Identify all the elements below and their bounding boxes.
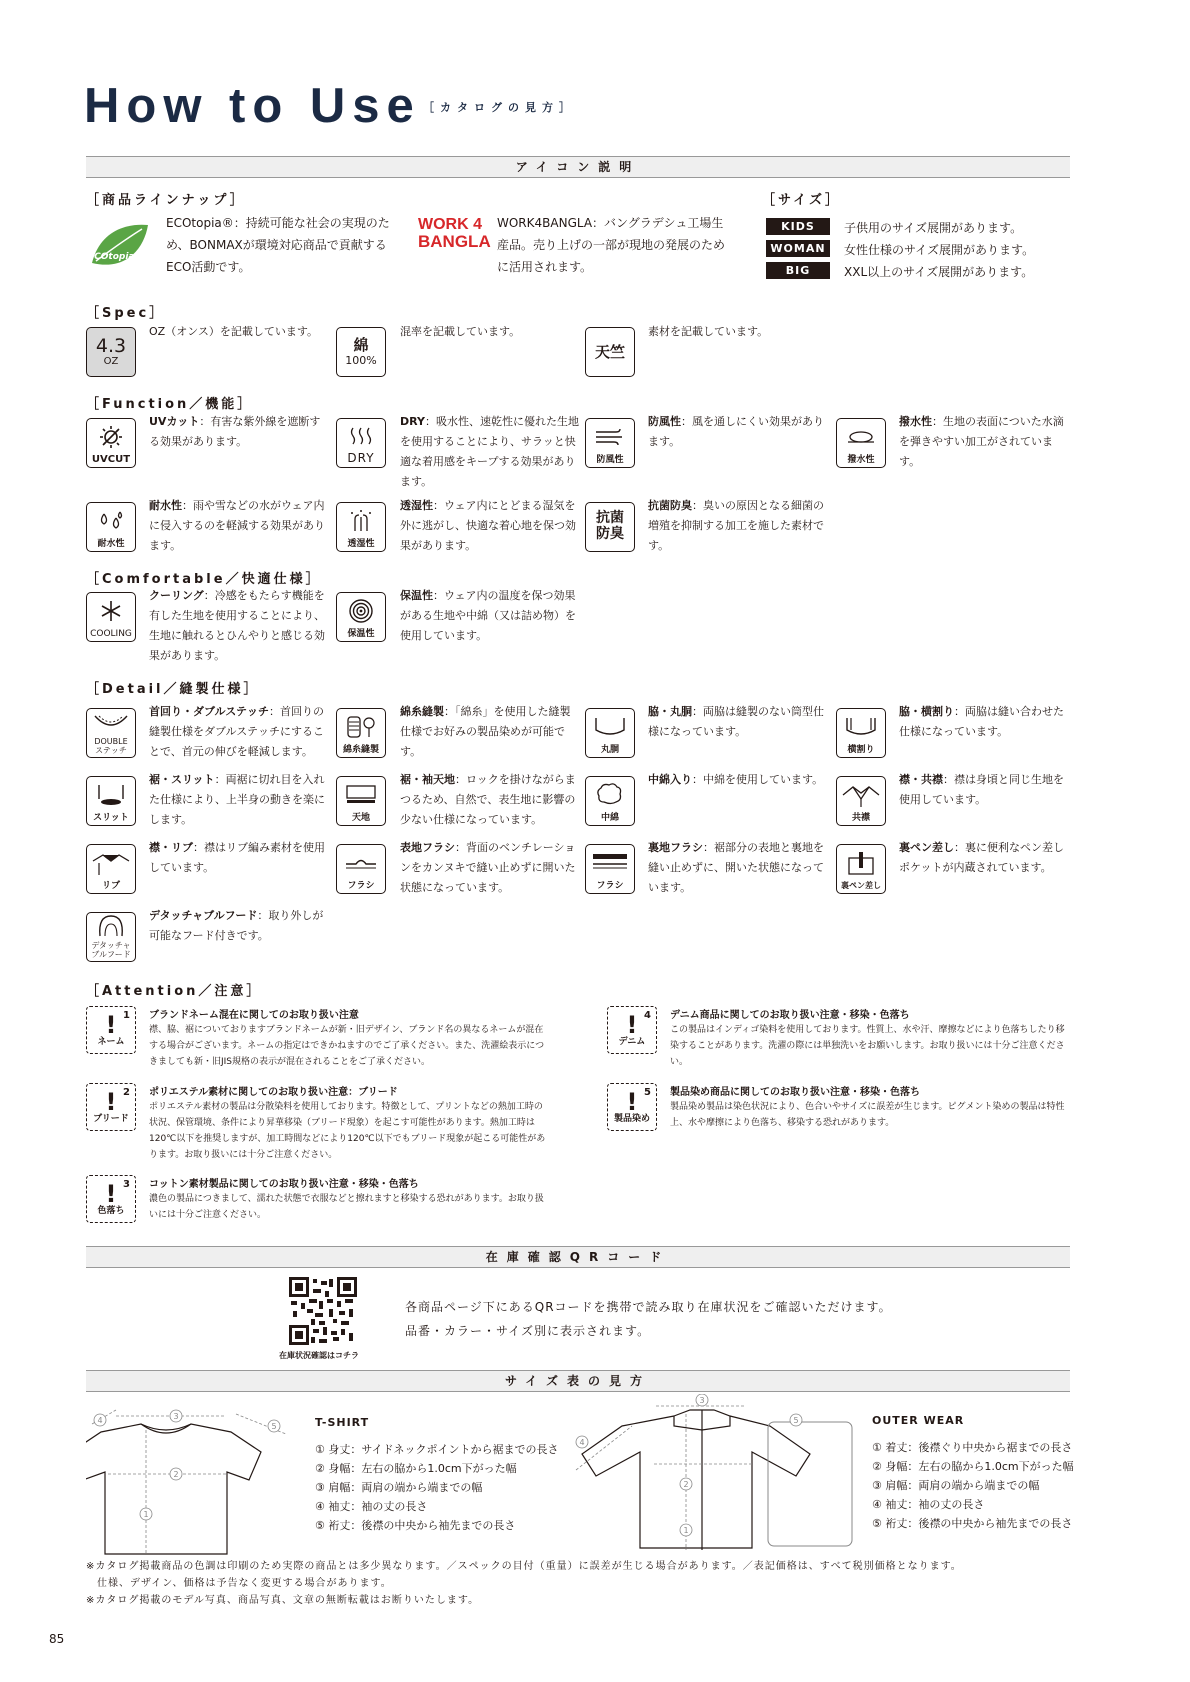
double-stitch-desc: 首回り・ダブルステッチ：首回りの縫製仕様をダブルステッチにすることで、首元の伸びを軽減します。 bbox=[149, 705, 325, 758]
exclamation-icon: ! bbox=[105, 1088, 117, 1116]
page-subtitle: ［カタログの見方］ bbox=[423, 101, 576, 114]
cotton-thread-title: 綿糸縫製 bbox=[400, 705, 444, 718]
collar-same-fabric-label: 共襟 bbox=[851, 813, 870, 823]
side-seam-label: 横割り bbox=[847, 745, 875, 755]
attention-heading: ［Attention／注意］ bbox=[86, 984, 263, 999]
tag-big-text: XXL以上のサイズ展開があります。 bbox=[844, 265, 1034, 279]
attention-5-icon bbox=[607, 1083, 657, 1131]
lineup-heading: ［商品ラインナップ］ bbox=[86, 193, 246, 208]
qr-code[interactable] bbox=[289, 1277, 357, 1345]
cotton-thread-label: 綿糸縫製 bbox=[342, 745, 379, 755]
attention-2-label: ブリード bbox=[93, 1114, 129, 1124]
tag-woman: WOMAN bbox=[766, 240, 830, 257]
svg-text:5: 5 bbox=[271, 1422, 277, 1431]
exclamation-icon: ! bbox=[626, 1088, 638, 1116]
lining-flap-label: フラシ bbox=[596, 881, 624, 891]
collar-same-fabric-title: 襟・共襟 bbox=[899, 773, 943, 786]
attention-1-title: ブランドネーム混在に関してのお取り扱い注意 bbox=[149, 1010, 359, 1021]
spec-oz-value: 4.3 bbox=[95, 334, 127, 357]
detail-heading: ［Detail／縫製仕様］ bbox=[86, 682, 260, 697]
attention-1-label: ネーム bbox=[97, 1037, 125, 1047]
rib-collar-icon bbox=[86, 844, 136, 894]
waterproof-title: 耐水性 bbox=[149, 499, 182, 512]
ecotopia-logo-text: ECOtopia bbox=[88, 252, 135, 262]
heat-retention-title: 保温性 bbox=[400, 589, 433, 602]
water-repellent-text: 生地の表面についた水滴を弾きやすい加工がされています。 bbox=[899, 415, 1064, 468]
breathable-text: ウェア内にとどまる湿気を外に逃がし、快適な着心地を保つ効果があります。 bbox=[400, 499, 576, 552]
footnote-1: ※カタログ掲載商品の色調は印刷のため実際の商品とは多少異なります。／スペックの目付（重量）に誤差が生じる場合があります。／表記価格は、すべて税別価格となります。 bbox=[86, 1561, 962, 1572]
attention-3-title: コットン素材製品に関してのお取り扱い注意・移染・色落ち bbox=[149, 1179, 419, 1190]
detachable-hood-text: 取り外しが可能なフード付きです。 bbox=[149, 909, 324, 942]
qr-line1: 各商品ページ下にあるQRコードを携帯で読み取り在庫状況をご確認いただけます。 bbox=[405, 1300, 892, 1314]
exclamation-icon: ! bbox=[105, 1011, 117, 1039]
pen-pocket-label: 裏ペン差し bbox=[841, 881, 881, 890]
padding-icon bbox=[585, 776, 635, 826]
tshirt-measure-4: ④ 袖丈：袖の丈の長さ bbox=[315, 1500, 428, 1513]
tshirt-diagram bbox=[86, 1404, 316, 1559]
ecotopia-logo bbox=[86, 219, 152, 275]
cooling-desc: クーリング：冷感をもたらす機能を有した生地を使用することにより、生地に触れるとひんやりと感じる効果があります。 bbox=[149, 589, 325, 662]
tshirt-measure-1: ① 身丈：サイドネックポイントから裾までの長さ bbox=[315, 1443, 559, 1456]
breathable-icon bbox=[336, 502, 386, 552]
detachable-hood-title: デタッチャブルフード bbox=[149, 909, 258, 922]
water-repellent-icon bbox=[836, 418, 886, 468]
tshirt-measure-3: ③ 肩幅：両肩の端から端までの幅 bbox=[315, 1481, 483, 1494]
attention-3-label: 色落ち bbox=[97, 1206, 125, 1216]
attention-4-icon bbox=[607, 1006, 657, 1054]
side-seam-title: 脇・横割り bbox=[899, 705, 954, 718]
qr-section-bar: 在庫確認QRコード bbox=[86, 1246, 1070, 1268]
attention-2-icon bbox=[86, 1083, 136, 1131]
hem-slit-icon bbox=[86, 776, 136, 826]
svg-text:2: 2 bbox=[683, 1480, 689, 1489]
side-seam-text: 両脇は縫い合わせた仕様になっています。 bbox=[899, 705, 1064, 738]
work4bangla-logo-line2: BANGLA bbox=[418, 232, 491, 251]
rib-collar-desc: 襟・リブ：襟はリブ編み素材を使用しています。 bbox=[149, 841, 325, 874]
side-seam-icon bbox=[836, 708, 886, 758]
spec-oz-unit: OZ bbox=[103, 355, 119, 367]
tag-kids-text: 子供用のサイズ展開があります。 bbox=[844, 221, 1023, 235]
outer-flap-label: フラシ bbox=[347, 881, 375, 891]
lining-flap-desc: 裏地フラシ：裾部分の表地と裏地を縫い止めずに、開いた状態になっています。 bbox=[648, 841, 824, 894]
outerwear-diagram bbox=[556, 1394, 862, 1554]
svg-text:4: 4 bbox=[97, 1416, 103, 1425]
heat-retention-text: ウェア内の温度を保つ効果がある生地や中綿（又は詰め物）を使用しています。 bbox=[400, 589, 576, 642]
footnote-2: 仕様、デザイン、価格は予告なく変更する場合があります。 bbox=[97, 1578, 392, 1589]
antibacterial-label: 抗菌防臭 bbox=[596, 510, 624, 542]
windproof-icon bbox=[585, 418, 635, 468]
outerwear-measure-2: ② 身幅：左右の脇から1.0cm下がった幅 bbox=[872, 1460, 1074, 1473]
pen-pocket-text: 裏に便利なペン差しポケットが内蔵されています。 bbox=[899, 841, 1064, 874]
lining-flap-text: 裾部分の表地と裏地を縫い止めずに、開いた状態になっています。 bbox=[648, 841, 824, 894]
collar-same-fabric-icon bbox=[836, 776, 886, 826]
comfortable-heading: ［Comfortable／快適仕様］ bbox=[86, 572, 322, 587]
hem-cuff-title: 裾・袖天地 bbox=[400, 773, 455, 786]
spec-material-label: 天竺 bbox=[594, 342, 625, 361]
attention-5-label: 製品染め bbox=[613, 1114, 650, 1124]
spec-oz-icon bbox=[86, 327, 136, 377]
spec-material-text: 素材を記載しています。 bbox=[648, 325, 769, 338]
cotton-thread-desc: 綿糸縫製：「綿糸」を使用した縫製仕様でお好みの製品染めが可能です。 bbox=[400, 705, 571, 758]
hem-cuff-icon bbox=[336, 776, 386, 826]
windproof-label: 防風性 bbox=[596, 455, 624, 465]
padding-label: 中綿 bbox=[600, 813, 619, 823]
rib-collar-label: リブ bbox=[101, 881, 120, 891]
outer-flap-title: 表地フラシ bbox=[400, 841, 455, 854]
attention-1-text: 襟、脇、裾についておりますブランドネームが新・旧デザイン、ブランド名の異なるネームが混在する場合がございます。ネームの指定はできかねますのでご了承ください。また、洗濯絵表示につきましても新・旧JIS規格の表示が混在されることをご了承ください。 bbox=[149, 1025, 545, 1067]
cotton-thread-text: 「綿糸」を使用した縫製仕様でお好みの製品染めが可能です。 bbox=[400, 705, 571, 758]
hem-cuff-label: 天地 bbox=[351, 813, 370, 823]
svg-text:1: 1 bbox=[683, 1526, 689, 1535]
attention-5-title: 製品染め商品に関してのお取り扱い注意・移染・色落ち bbox=[670, 1087, 920, 1098]
detachable-hood-label: デタッチャブルフード bbox=[91, 941, 131, 959]
outer-flap-text: 背面のベンチレーションをカンヌキで縫い止めずに開いた状態になっています。 bbox=[400, 841, 576, 894]
outerwear-measure-3: ③ 肩幅：両肩の端から端までの幅 bbox=[872, 1479, 1040, 1492]
dry-icon bbox=[336, 418, 386, 468]
svg-text:4: 4 bbox=[579, 1438, 585, 1447]
outer-flap-desc: 表地フラシ：背面のベンチレーションをカンヌキで縫い止めずに開いた状態になっています。 bbox=[400, 841, 576, 894]
attention-3-icon bbox=[86, 1175, 136, 1223]
rib-collar-text: 襟はリブ編み素材を使用しています。 bbox=[149, 841, 325, 874]
work4bangla-logo-line1: WORK 4 bbox=[418, 216, 482, 233]
tshirt-measure-5: ⑤ 裄丈：後襟の中央から袖先までの長さ bbox=[315, 1519, 516, 1532]
rib-collar-title: 襟・リブ bbox=[149, 841, 193, 854]
pen-pocket-icon bbox=[836, 844, 886, 894]
padding-title: 中綿入り bbox=[648, 773, 692, 786]
tubular-body-desc: 脇・丸胴：両脇は縫製のない筒型仕様になっています。 bbox=[648, 705, 824, 738]
svg-text:3: 3 bbox=[699, 1396, 705, 1405]
lining-flap-icon bbox=[585, 844, 635, 894]
padding-desc: 中綿入り：中綿を使用しています。 bbox=[648, 773, 824, 786]
size-table-bar: サイズ表の見方 bbox=[86, 1370, 1070, 1392]
outerwear-measure-1: ① 着丈：後襟ぐり中央から裾までの長さ bbox=[872, 1441, 1073, 1454]
svg-text:2: 2 bbox=[173, 1470, 179, 1479]
outerwear-title: OUTER WEAR bbox=[872, 1414, 965, 1427]
attention-3-text: 濃色の製品につきまして、濡れた状態で衣服などと擦れますと移染する恐れがあります。お取り扱いには十分ご注意ください。 bbox=[149, 1194, 544, 1220]
outerwear-measure-4: ④ 袖丈：袖の丈の長さ bbox=[872, 1498, 985, 1511]
attention-5-text: 製品染め製品は染色状況により、色合いやサイズに誤差が生じます。ピグメント染めの製品は特性上、水や摩擦により色落ち、移染する恐れがあります。 bbox=[670, 1102, 1065, 1128]
attention-5-number: 5 bbox=[644, 1087, 651, 1098]
cooling-icon bbox=[86, 592, 136, 642]
tubular-body-label: 丸胴 bbox=[600, 745, 619, 755]
windproof-text: 風を通しにくい効果があります。 bbox=[648, 415, 824, 448]
attention-2-number: 2 bbox=[123, 1087, 130, 1098]
cooling-label: COOLING bbox=[90, 629, 132, 639]
function-heading: ［Function／機能］ bbox=[86, 397, 254, 412]
tshirt-title: T-SHIRT bbox=[315, 1416, 370, 1429]
waterproof-icon bbox=[86, 502, 136, 552]
hem-slit-title: 裾・スリット bbox=[149, 773, 215, 786]
uvcut-text: 有害な紫外線を遮断する効果があります。 bbox=[149, 415, 321, 448]
work4bangla-logo bbox=[418, 216, 491, 250]
attention-2-title: ポリエステル素材に関してのお取り扱い注意：ブリード bbox=[149, 1087, 398, 1098]
padding-text: 中綿を使用しています。 bbox=[703, 773, 824, 786]
exclamation-icon: ! bbox=[626, 1011, 638, 1039]
tubular-body-icon bbox=[585, 708, 635, 758]
double-stitch-text: 首回りの縫製仕様をダブルステッチにすることで、首元の伸びを軽減します。 bbox=[149, 705, 325, 758]
uvcut-title: UVカット bbox=[149, 415, 200, 428]
water-repellent-desc: 撥水性：生地の表面についた水滴を弾きやすい加工がされています。 bbox=[899, 415, 1064, 468]
attention-4-title: デニム商品に関してのお取り扱い注意・移染・色落ち bbox=[670, 1010, 910, 1021]
collar-same-fabric-desc: 襟・共襟：襟は身頃と同じ生地を使用しています。 bbox=[899, 773, 1064, 806]
dry-text: 吸水性、速乾性に優れた生地を使用することにより、サラッと快適な着用感をキープする効果があります。 bbox=[400, 415, 579, 488]
tag-woman-text: 女性仕様のサイズ展開があります。 bbox=[844, 243, 1035, 257]
breathable-label: 透湿性 bbox=[347, 539, 375, 549]
outerwear-measure-5: ⑤ 裄丈：後襟の中央から袖先までの長さ bbox=[872, 1517, 1073, 1530]
svg-text:5: 5 bbox=[793, 1416, 799, 1425]
breathable-desc: 透湿性：ウェア内にとどまる湿気を外に逃がし、快適な着心地を保つ効果があります。 bbox=[400, 499, 576, 552]
hem-cuff-desc: 裾・袖天地：ロックを掛けながらまつるため、自然で、表生地に影響の少ない仕様になっています。 bbox=[400, 773, 576, 826]
hem-slit-label: スリット bbox=[93, 813, 129, 823]
hem-cuff-text: ロックを掛けながらまつるため、自然で、表生地に影響の少ない仕様になっています。 bbox=[400, 773, 576, 826]
heat-retention-desc: 保温性：ウェア内の温度を保つ効果がある生地や中綿（又は詰め物）を使用しています。 bbox=[400, 589, 576, 642]
side-seam-desc: 脇・横割り：両脇は縫い合わせた仕様になっています。 bbox=[899, 705, 1064, 738]
waterproof-label: 耐水性 bbox=[97, 539, 125, 549]
tubular-body-text: 両脇は縫製のない筒型仕様になっています。 bbox=[648, 705, 824, 738]
windproof-title: 防風性 bbox=[648, 415, 681, 428]
breathable-title: 透湿性 bbox=[400, 499, 433, 512]
work4bangla-text: WORK4BANGLA：バングラデシュ工場生産品。売り上げの一部が現地の発展のために活用されます。 bbox=[497, 216, 726, 274]
spec-blend-text: 混率を記載しています。 bbox=[400, 325, 521, 338]
heat-retention-label: 保温性 bbox=[347, 629, 375, 639]
pen-pocket-desc: 裏ペン差し：裏に便利なペン差しポケットが内蔵されています。 bbox=[899, 841, 1064, 874]
collar-same-fabric-text: 襟は身頃と同じ生地を使用しています。 bbox=[899, 773, 1064, 806]
detachable-hood-desc: デタッチャブルフード：取り外しが可能なフード付きです。 bbox=[149, 909, 324, 942]
hem-slit-desc: 裾・スリット：両裾に切れ目を入れた仕様により、上半身の動きを楽にします。 bbox=[149, 773, 325, 826]
double-stitch-icon bbox=[86, 708, 136, 758]
attention-4-text: この製品はインディゴ染料を使用しております。性質上、水や汗、摩擦などにより色落ちしたり移染することがあります。洗濯の際には単独洗いをお願いします。お取り扱いには十分ご注意ください。 bbox=[670, 1025, 1065, 1067]
spec-material-icon bbox=[585, 327, 635, 377]
tag-big: BIG bbox=[766, 262, 830, 279]
icon-section-bar: アイコン説明 bbox=[86, 156, 1070, 178]
water-repellent-label: 撥水性 bbox=[847, 455, 875, 465]
svg-text:3: 3 bbox=[173, 1412, 179, 1421]
attention-1-number: 1 bbox=[123, 1010, 130, 1021]
waterproof-desc: 耐水性：雨や雪などの水がウェア内に侵入するのを軽減する効果があります。 bbox=[149, 499, 325, 552]
spec-cotton-icon bbox=[336, 327, 386, 377]
attention-3-number: 3 bbox=[123, 1179, 130, 1190]
cooling-text: 冷感をもたらす機能を有した生地を使用することにより、生地に触れるとひんやりと感じる効果があります。 bbox=[149, 589, 325, 662]
outer-flap-icon bbox=[336, 844, 386, 894]
spec-cotton-label: 綿 bbox=[353, 335, 369, 354]
lining-flap-title: 裏地フラシ bbox=[648, 841, 703, 854]
antibacterial-icon bbox=[585, 502, 635, 552]
double-stitch-title: 首回り・ダブルステッチ bbox=[149, 705, 270, 718]
attention-4-label: デニム bbox=[618, 1037, 646, 1047]
hem-slit-text: 両裾に切れ目を入れた仕様により、上半身の動きを楽にします。 bbox=[149, 773, 325, 826]
spec-heading: ［Spec］ bbox=[86, 306, 166, 321]
double-stitch-label: DOUBLEステッチ bbox=[94, 737, 128, 755]
antibacterial-text: 臭いの原因となる細菌の増殖を抑制する加工を施した素材です。 bbox=[648, 499, 824, 552]
waterproof-text: 雨や雪などの水がウェア内に侵入するのを軽減する効果があります。 bbox=[149, 499, 325, 552]
dry-desc: DRY：吸水性、速乾性に優れた生地を使用することにより、サラッと快適な着用感をキープする効果があります。 bbox=[400, 415, 579, 488]
exclamation-icon: ! bbox=[105, 1180, 117, 1208]
ecotopia-text: ECOtopia®：持続可能な社会の実現のため、BONMAXが環境対応商品で貢献するECO活動です。 bbox=[166, 216, 390, 274]
water-repellent-title: 撥水性 bbox=[899, 415, 932, 428]
uvcut-desc: UVカット：有害な紫外線を遮断する効果があります。 bbox=[149, 415, 321, 448]
attention-2-text: ポリエステル素材の製品は分散染料を使用しております。特徴として、プリントなどの熱加工時の状況、保管環境、条件により昇華移染（ブリード現象）を起こす可能性があります。熱加工時は120℃以下を推奨しますが、加工時間などにより120℃以下でもブリード現象が起こる可能性があります。お取り扱いには十分ご注意ください。 bbox=[149, 1102, 546, 1160]
cooling-title: クーリング bbox=[149, 589, 204, 602]
windproof-desc: 防風性：風を通しにくい効果があります。 bbox=[648, 415, 824, 448]
tag-kids: KIDS bbox=[766, 218, 830, 235]
uvcut-icon bbox=[86, 418, 136, 468]
tshirt-measure-2: ② 身幅：左右の脇から1.0cm下がった幅 bbox=[315, 1462, 517, 1475]
uvcut-label: UVCUT bbox=[91, 454, 131, 465]
spec-cotton-percent: 100% bbox=[345, 353, 377, 367]
cotton-thread-icon bbox=[336, 708, 386, 758]
spec-oz-text: OZ（オンス）を記載しています。 bbox=[149, 325, 318, 338]
detachable-hood-icon bbox=[86, 912, 136, 962]
svg-text:1: 1 bbox=[143, 1510, 149, 1519]
footnote-3: ※カタログ掲載のモデル写真、商品写真、文章の無断転載はお断りいたします。 bbox=[86, 1595, 480, 1606]
tubular-body-title: 脇・丸胴 bbox=[648, 705, 692, 718]
dry-title: DRY bbox=[400, 415, 425, 428]
attention-1-icon bbox=[86, 1006, 136, 1054]
dry-label: DRY bbox=[347, 451, 375, 465]
antibacterial-desc: 抗菌防臭：臭いの原因となる細菌の増殖を抑制する加工を施した素材です。 bbox=[648, 499, 824, 552]
qr-caption: 在庫状況確認はコチラ bbox=[279, 1351, 359, 1360]
attention-4-number: 4 bbox=[644, 1010, 651, 1021]
size-heading: ［サイズ］ bbox=[762, 193, 841, 208]
page-number: 85 bbox=[49, 1632, 65, 1646]
antibacterial-title: 抗菌防臭 bbox=[648, 499, 692, 512]
qr-line2: 品番・カラー・サイズ別に表示されます。 bbox=[405, 1324, 651, 1338]
pen-pocket-title: 裏ペン差し bbox=[899, 841, 954, 854]
heat-retention-icon bbox=[336, 592, 386, 642]
page-title: How to Use bbox=[84, 79, 421, 133]
